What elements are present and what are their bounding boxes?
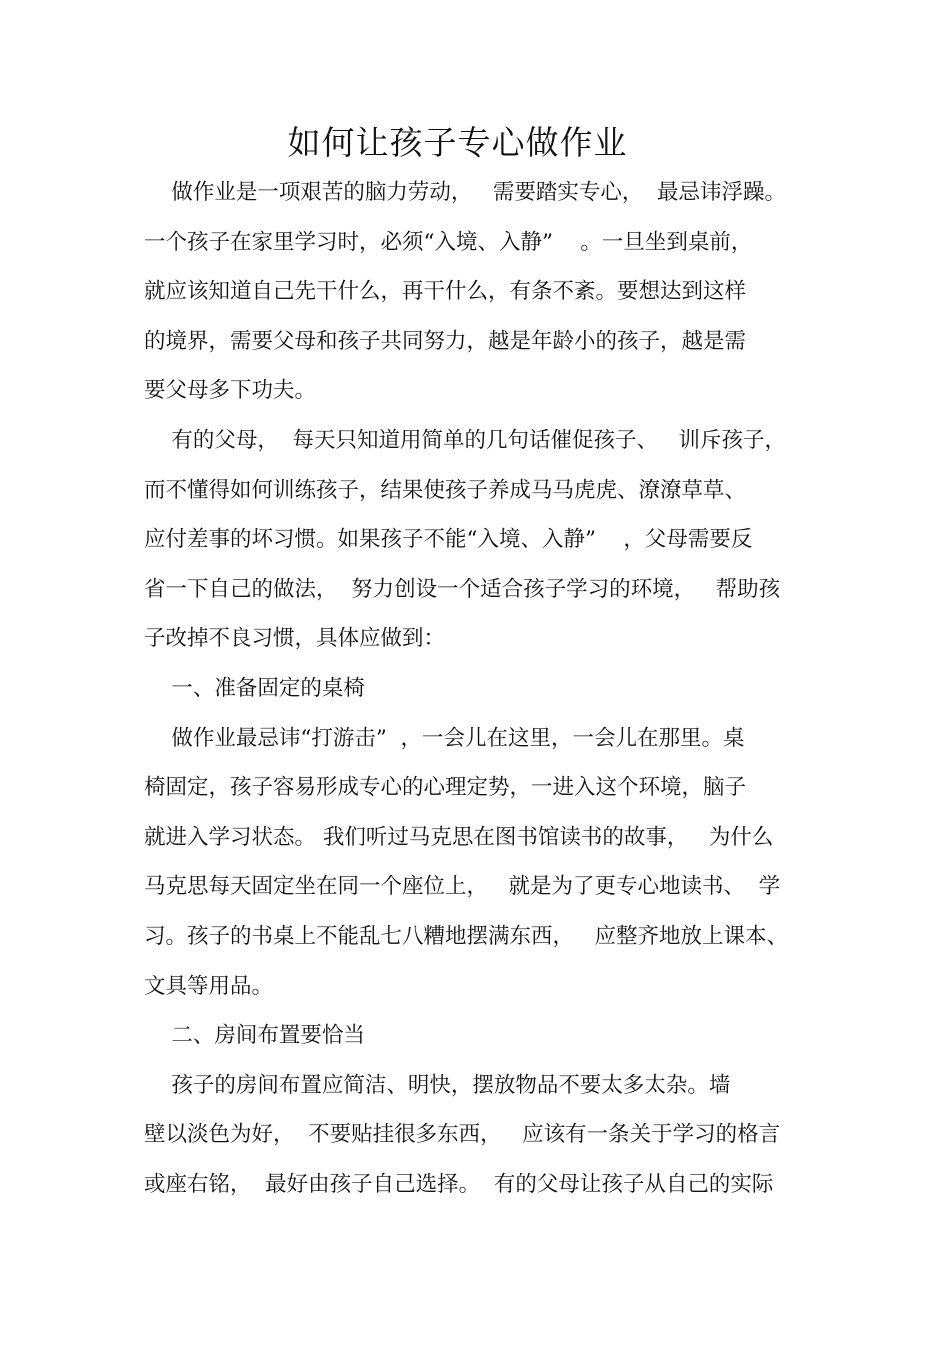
document-body [144, 168, 814, 1209]
text-line: 文具等用品。 [144, 973, 274, 999]
text-line: 马克思每天固定坐在同一个座位上， 就是为了更专心地读书、 学 [144, 874, 781, 900]
text-line: 就应该知道自己先干什么，再干什么，有条不紊。要想达到这样 [144, 279, 747, 305]
text-line: 椅固定，孩子容易形成专心的心理定势，一进入这个环境，脑子 [144, 775, 747, 801]
text-line: 壁以淡色为好， 不要贴挂很多东西， 应该有一条关于学习的格言 [144, 1122, 781, 1148]
section-heading: 二、房间布置要恰当 [144, 1023, 365, 1049]
text-line: 就进入学习状态。 我们听过马克思在图书馆读书的故事， 为什么 [144, 824, 774, 850]
text-line: 省一下自己的做法， 努力创设一个适合孩子学习的环境， 帮助孩 [144, 576, 781, 602]
text-line: 有的父母， 每天只知道用简单的几句话催促孩子、 训斥孩子， [144, 427, 787, 453]
text-line: 习。孩子的书桌上不能乱七八糟地摆满东西， 应整齐地放上课本、 [144, 923, 789, 949]
text-line: 子改掉不良习惯，具体应做到： [144, 626, 446, 652]
text-line: 而不懂得如何训练孩子，结果使孩子养成马马虎虎、潦潦草草、 [144, 477, 747, 503]
text-line: 应付差事的坏习惯。如果孩子不能“入境、入静” ，父母需要反 [144, 527, 753, 553]
document-title: 如何让孩子专心做作业 [287, 123, 628, 162]
text-line: 孩子的房间布置应简洁、明快，摆放物品不要太多太杂。墙 [144, 1072, 731, 1098]
text-line: 做作业是一项艰苦的脑力劳动， 需要踏实专心， 最忌讳浮躁。 [144, 180, 787, 205]
section-heading: 一、准备固定的桌椅 [144, 675, 365, 701]
text-line: 一个孩子在家里学习时，必须“入境、入静” 。一旦坐到桌前， [144, 229, 753, 255]
text-line: 的境界，需要父母和孩子共同努力，越是年龄小的孩子，越是需 [144, 328, 747, 354]
text-line: 或座右铭， 最好由孩子自己选择。 有的父母让孩子从自己的实际 [144, 1171, 774, 1197]
text-line: 做作业最忌讳“打游击” ，一会儿在这里，一会儿在那里。桌 [144, 725, 745, 751]
text-line: 要父母多下功夫。 [144, 378, 317, 404]
